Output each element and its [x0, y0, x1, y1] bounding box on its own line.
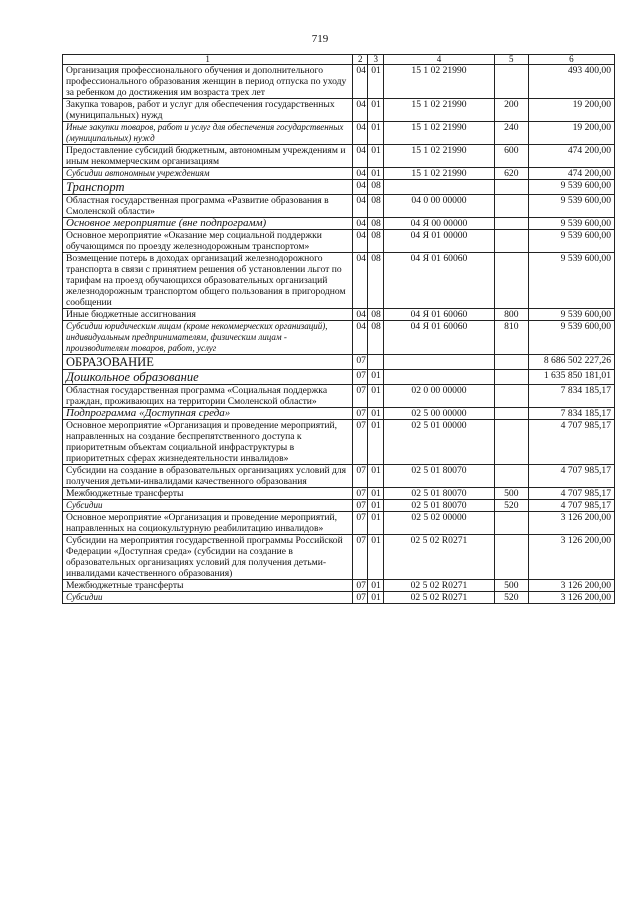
row-amount: 7 834 185,17: [528, 408, 614, 420]
row-name-cell: Иные бюджетные ассигнования: [63, 309, 353, 321]
row-target-article: 04 Я 00 00000: [384, 218, 495, 230]
table-row: [63, 512, 615, 535]
row-target-article: 02 5 01 80070: [384, 465, 495, 488]
row-name-cell: Иные закупки товаров, работ и услуг для обеспечения государственных (муниципальных) нужд: [63, 122, 353, 145]
table-row: [63, 488, 615, 500]
table-row: [63, 168, 615, 180]
row-name-cell: Субсидии автономным учреждениям: [63, 168, 353, 180]
table-row: [63, 465, 615, 488]
row-name-cell: Межбюджетные трансферты: [63, 580, 353, 592]
table-row: [63, 309, 615, 321]
row-subsection-code: 01: [368, 465, 384, 488]
row-subsection-code: 08: [368, 321, 384, 355]
row-subsection-code: 01: [368, 488, 384, 500]
row-subsection-code: 08: [368, 180, 384, 195]
row-section-code: 04: [353, 180, 368, 195]
row-target-article: 02 5 02 R0271: [384, 580, 495, 592]
row-expense-type: 810: [494, 321, 528, 355]
row-amount: 3 126 200,00: [528, 592, 614, 604]
header-col-4: 4: [384, 55, 495, 65]
row-target-article: 02 5 00 00000: [384, 408, 495, 420]
row-subsection-code: 01: [368, 500, 384, 512]
table-row: [63, 180, 615, 195]
row-name-cell: Основное мероприятие (вне подпрограмм): [63, 218, 353, 230]
row-expense-type: 200: [494, 99, 528, 122]
row-amount: 1 635 850 181,01: [528, 370, 614, 385]
header-col-2: 2: [353, 55, 368, 65]
row-name-cell: Областная государственная программа «Развитие образования в Смоленской области»: [63, 195, 353, 218]
table-row: [63, 408, 615, 420]
row-target-article: 02 5 01 00000: [384, 420, 495, 465]
row-name-cell: ОБРАЗОВАНИЕ: [63, 355, 353, 370]
row-expense-type: 800: [494, 309, 528, 321]
table-row: [63, 535, 615, 580]
row-section-code: 04: [353, 218, 368, 230]
row-subsection-code: 01: [368, 65, 384, 99]
row-expense-type: [494, 385, 528, 408]
row-target-article: [384, 180, 495, 195]
row-expense-type: [494, 370, 528, 385]
row-subsection-code: 01: [368, 99, 384, 122]
row-target-article: 02 5 02 R0271: [384, 592, 495, 604]
table-row: [63, 145, 615, 168]
table-row: [63, 385, 615, 408]
row-section-code: 07: [353, 535, 368, 580]
row-target-article: 15 1 02 21990: [384, 122, 495, 145]
row-name-cell: Основное мероприятие «Оказание мер социальной поддержки обучающимся по проезду железнодорожным транспортом»: [63, 230, 353, 253]
row-section-code: 04: [353, 99, 368, 122]
row-name-cell: Дошкольное образование: [63, 370, 353, 385]
row-subsection-code: 01: [368, 168, 384, 180]
row-expense-type: 500: [494, 580, 528, 592]
row-expense-type: 500: [494, 488, 528, 500]
header-col-6: 6: [528, 55, 614, 65]
row-name-cell: Субсидии на мероприятия государственной программы Российской Федерации «Доступная среда» (субсидии на создание в образовательных организациях условий для получения детьми-инвалидами качественного образования): [63, 535, 353, 580]
row-amount: 493 400,00: [528, 65, 614, 99]
table-row: [63, 420, 615, 465]
row-target-article: [384, 355, 495, 370]
row-section-code: 04: [353, 122, 368, 145]
row-section-code: 07: [353, 488, 368, 500]
row-amount: 7 834 185,17: [528, 385, 614, 408]
row-amount: 9 539 600,00: [528, 180, 614, 195]
row-amount: 9 539 600,00: [528, 230, 614, 253]
table-row: [63, 65, 615, 99]
row-target-article: 04 Я 01 00000: [384, 230, 495, 253]
page-number: 719: [311, 33, 329, 45]
table-row: [63, 122, 615, 145]
row-name-cell: Субсидии на создание в образовательных организациях условий для получения детьми-инвалидами качественного образования: [63, 465, 353, 488]
row-section-code: 04: [353, 230, 368, 253]
row-target-article: 04 Я 01 60060: [384, 253, 495, 309]
table-row: [63, 195, 615, 218]
row-subsection-code: 01: [368, 408, 384, 420]
row-expense-type: [494, 420, 528, 465]
row-name-cell: Основное мероприятие «Организация и проведение мероприятий, направленных на социокультурную реабилитацию инвалидов»: [63, 512, 353, 535]
row-section-code: 07: [353, 370, 368, 385]
row-name-cell: Возмещение потерь в доходах организаций железнодорожного транспорта в связи с принятием решения об установлении льгот по тарифам на проезд обучающихся образовательных организаций железнодорожным транспортом общего пользования в пригородном сообщении: [63, 253, 353, 309]
table-row: [63, 321, 615, 355]
row-target-article: 02 0 00 00000: [384, 385, 495, 408]
row-expense-type: [494, 512, 528, 535]
row-target-article: 02 5 01 80070: [384, 500, 495, 512]
row-section-code: 04: [353, 195, 368, 218]
row-name-cell: Субсидии: [63, 500, 353, 512]
row-amount: 3 126 200,00: [528, 512, 614, 535]
row-subsection-code: 08: [368, 218, 384, 230]
row-amount: 9 539 600,00: [528, 253, 614, 309]
row-amount: 8 686 502 227,26: [528, 355, 614, 370]
row-expense-type: [494, 230, 528, 253]
row-section-code: 07: [353, 580, 368, 592]
header-col-1: 1: [63, 55, 353, 65]
row-expense-type: 240: [494, 122, 528, 145]
row-subsection-code: 01: [368, 420, 384, 465]
table-row: [63, 592, 615, 604]
row-name-cell: Межбюджетные трансферты: [63, 488, 353, 500]
row-target-article: 04 Я 01 60060: [384, 321, 495, 355]
row-amount: 474 200,00: [528, 145, 614, 168]
row-subsection-code: 01: [368, 370, 384, 385]
row-expense-type: 520: [494, 500, 528, 512]
row-amount: 9 539 600,00: [528, 218, 614, 230]
row-amount: 4 707 985,17: [528, 420, 614, 465]
row-subsection-code: [368, 355, 384, 370]
row-subsection-code: 01: [368, 145, 384, 168]
row-expense-type: [494, 355, 528, 370]
row-section-code: 04: [353, 321, 368, 355]
row-section-code: 04: [353, 145, 368, 168]
row-target-article: 04 Я 01 60060: [384, 309, 495, 321]
row-amount: 3 126 200,00: [528, 535, 614, 580]
row-target-article: 15 1 02 21990: [384, 145, 495, 168]
row-expense-type: [494, 535, 528, 580]
row-name-cell: Субсидии: [63, 592, 353, 604]
row-amount: 4 707 985,17: [528, 488, 614, 500]
table-row: [63, 253, 615, 309]
row-section-code: 07: [353, 355, 368, 370]
row-expense-type: [494, 218, 528, 230]
table-row: [63, 500, 615, 512]
row-target-article: 15 1 02 21990: [384, 99, 495, 122]
row-name-cell: Основное мероприятие «Организация и проведение мероприятий, направленных на создание беспрепятственного доступа к приоритетным объектам социальной инфраструктуры в приоритетных сферах жизнедеятельности инвалидов»: [63, 420, 353, 465]
table-row: [63, 230, 615, 253]
row-target-article: 02 5 02 R0271: [384, 535, 495, 580]
row-subsection-code: 08: [368, 309, 384, 321]
row-subsection-code: 08: [368, 253, 384, 309]
row-section-code: 07: [353, 408, 368, 420]
row-section-code: 07: [353, 592, 368, 604]
table-row: [63, 370, 615, 385]
row-name-cell: Организация профессионального обучения и дополнительного профессионального образования женщин в период отпуска по уходу за ребенком до достижения им возраста трех лет: [63, 65, 353, 99]
row-amount: 9 539 600,00: [528, 309, 614, 321]
row-section-code: 07: [353, 465, 368, 488]
row-subsection-code: 08: [368, 230, 384, 253]
header-row: [63, 55, 615, 65]
row-expense-type: 620: [494, 168, 528, 180]
row-amount: 474 200,00: [528, 168, 614, 180]
row-amount: 3 126 200,00: [528, 580, 614, 592]
table-row: [63, 99, 615, 122]
row-target-article: 15 1 02 21990: [384, 65, 495, 99]
row-expense-type: [494, 465, 528, 488]
row-subsection-code: 01: [368, 535, 384, 580]
row-name-cell: Закупка товаров, работ и услуг для обеспечения государственных (муниципальных) нужд: [63, 99, 353, 122]
row-amount: 4 707 985,17: [528, 465, 614, 488]
row-section-code: 04: [353, 168, 368, 180]
row-subsection-code: 08: [368, 195, 384, 218]
row-expense-type: 600: [494, 145, 528, 168]
row-section-code: 07: [353, 420, 368, 465]
row-target-article: 04 0 00 00000: [384, 195, 495, 218]
row-subsection-code: 01: [368, 122, 384, 145]
row-name-cell: Субсидии юридическим лицам (кроме некоммерческих организаций), индивидуальным предпринимателям, физическим лицам - производителям товаров, работ, услуг: [63, 321, 353, 355]
table-row: [63, 355, 615, 370]
table-row: [63, 218, 615, 230]
row-section-code: 04: [353, 65, 368, 99]
row-expense-type: 520: [494, 592, 528, 604]
row-target-article: 02 5 01 80070: [384, 488, 495, 500]
header-col-3: 3: [368, 55, 384, 65]
row-target-article: 02 5 02 00000: [384, 512, 495, 535]
row-target-article: [384, 370, 495, 385]
row-expense-type: [494, 253, 528, 309]
row-expense-type: [494, 195, 528, 218]
budget-table: [62, 54, 615, 604]
row-target-article: 15 1 02 21990: [384, 168, 495, 180]
row-name-cell: Подпрограмма «Доступная среда»: [63, 408, 353, 420]
row-name-cell: Областная государственная программа «Социальная поддержка граждан, проживающих на территории Смоленской области»: [63, 385, 353, 408]
row-name-cell: Предоставление субсидий бюджетным, автономным учреждениям и иным некоммерческим организациям: [63, 145, 353, 168]
row-subsection-code: 01: [368, 580, 384, 592]
row-subsection-code: 01: [368, 385, 384, 408]
row-section-code: 07: [353, 385, 368, 408]
row-expense-type: [494, 408, 528, 420]
row-amount: 19 200,00: [528, 122, 614, 145]
row-amount: 19 200,00: [528, 99, 614, 122]
header-col-5: 5: [494, 55, 528, 65]
row-section-code: 07: [353, 512, 368, 535]
table-row: [63, 580, 615, 592]
row-subsection-code: 01: [368, 592, 384, 604]
row-expense-type: [494, 65, 528, 99]
row-section-code: 04: [353, 309, 368, 321]
row-subsection-code: 01: [368, 512, 384, 535]
row-section-code: 07: [353, 500, 368, 512]
row-amount: 9 539 600,00: [528, 321, 614, 355]
row-section-code: 04: [353, 253, 368, 309]
row-expense-type: [494, 180, 528, 195]
row-name-cell: Транспорт: [63, 180, 353, 195]
row-amount: 9 539 600,00: [528, 195, 614, 218]
row-amount: 4 707 985,17: [528, 500, 614, 512]
